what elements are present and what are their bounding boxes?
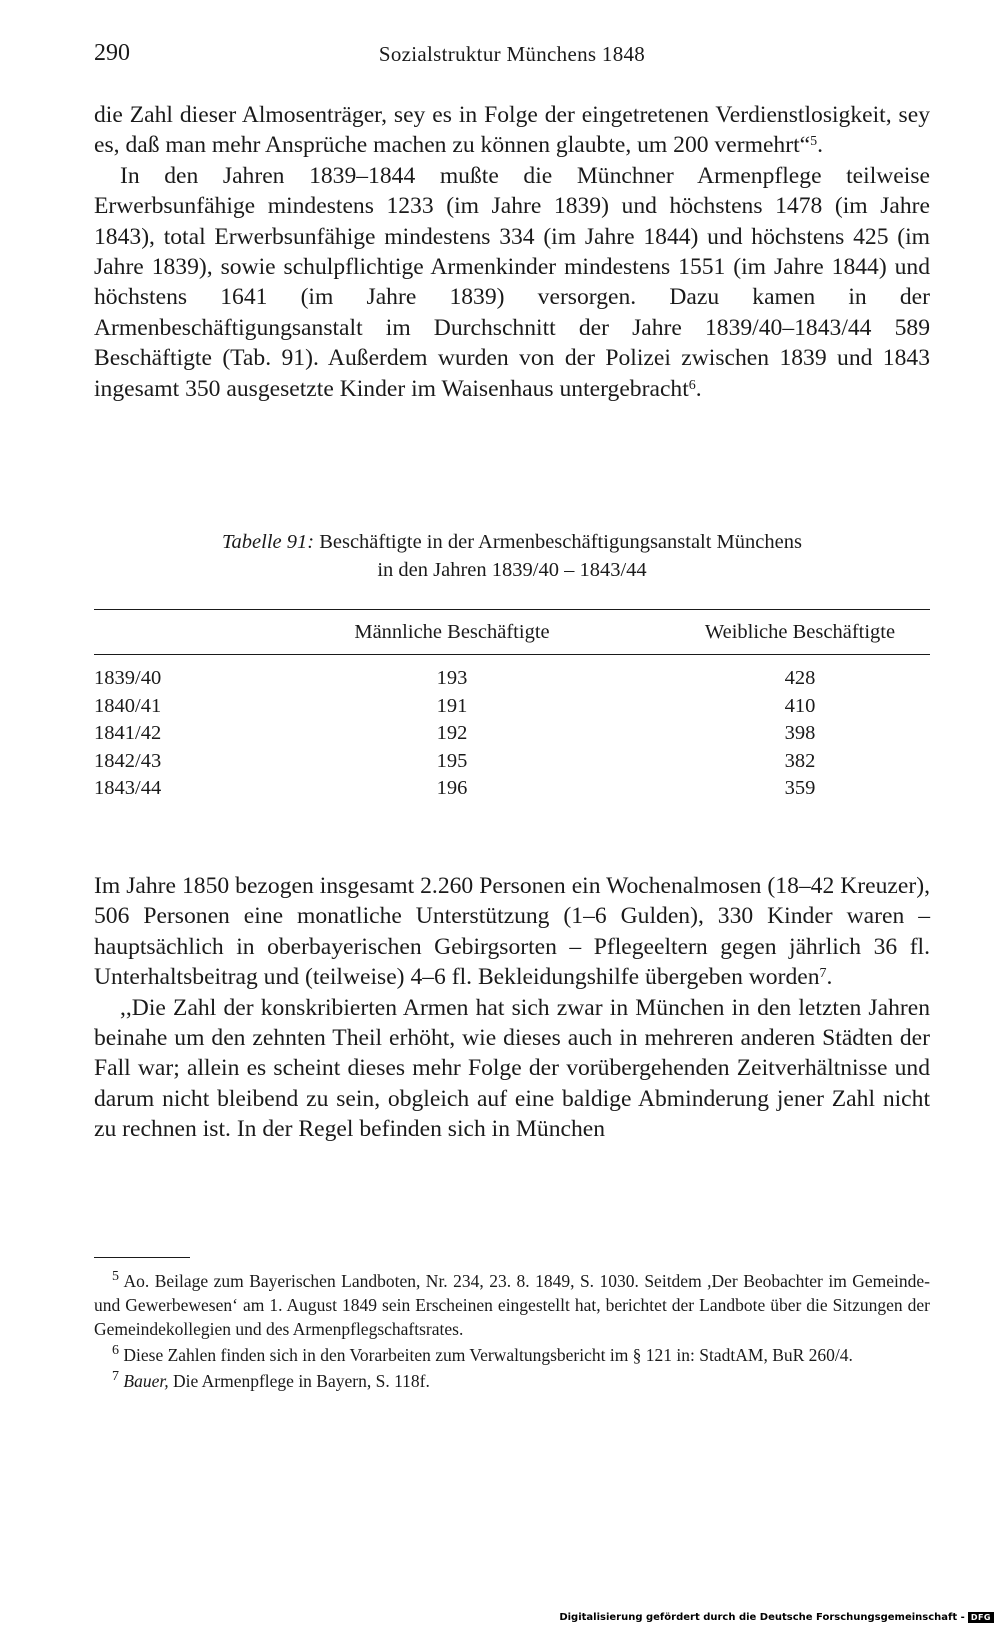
table-cell: 1840/41 — [94, 694, 162, 717]
body-text-upper — [94, 100, 930, 404]
table-row — [94, 748, 930, 776]
page-number: 290 — [94, 40, 130, 66]
table-cell: 359 — [784, 777, 816, 800]
footnote — [94, 1269, 930, 1341]
footnotes — [94, 1269, 930, 1395]
table-row — [94, 775, 930, 803]
table-cell: 196 — [436, 777, 468, 800]
footnote-number: 7 — [112, 1369, 119, 1384]
table-row — [94, 720, 930, 748]
paragraph-text: ,,Die Zahl der konskribierten Armen hat sich zwar in München in den letzten Jahren beinahe um den zehnten Theil erhöht, wie dieses auch in mehreren anderen Städten der Fall war; allein es scheint dieses mehr Folge der vorübergehenden Zeitverhältnisse und darum nicht bleibend zu sein, obgleich auf eine baldige Abminderung jener Zahl nicht zu rechnen ist. In der Regel befinden sich in München — [94, 994, 930, 1143]
body-text-lower — [94, 871, 930, 1145]
paragraph-end: . — [695, 375, 702, 402]
table-cell: 398 — [784, 722, 816, 745]
footnote-author: Bauer, — [123, 1371, 169, 1391]
footnote-divider — [94, 1257, 190, 1258]
paragraph — [94, 161, 930, 404]
digitization-note: Digitalisierung gefördert durch die Deutsche Forschungsgemeinschaft - — [559, 1612, 965, 1623]
paragraph-end: . — [817, 132, 824, 159]
dfg-logo-icon: DFG — [968, 1612, 994, 1623]
footnote-number: 5 — [112, 1269, 119, 1284]
column-header: Weibliche Beschäftigte — [704, 620, 896, 643]
paragraph — [94, 993, 930, 1145]
footnote-text: Diese Zahlen finden sich in den Vorarbeiten zum Verwaltungsbericht im § 121 in: StadtAM, BuR 260/4. — [123, 1345, 853, 1365]
footnote — [94, 1369, 930, 1393]
table-label: Tabelle 91: — [222, 531, 315, 553]
paragraph-text: In den Jahren 1839–1844 mußte die Münchner Armenpflege teilweise Erwerbsunfähige mindestens 1233 (im Jahre 1839) und höchstens 1478 (im Jahre 1843), total Erwerbsunfähige mindestens 334 (im Jahre 1844) und höchstens 425 (im Jahre 1839), sowie schulpflichtige Armenkinder mindestens 1551 (im Jahre 1844) und höchstens 1641 (im Jahre 1839) versorgen. Dazu kamen in der Armenbeschäftigungsanstalt im Durchschnitt der Jahre 1839/40–1843/44 589 Beschäftigte (Tab. 91). Außerdem wurden von der Polizei zwischen 1839 und 1843 ingesamt 350 ausgesetzte Kinder im Waisenhaus untergebracht — [94, 162, 930, 402]
data-table — [94, 609, 930, 803]
table-cell: 410 — [784, 694, 816, 717]
table-cell: 382 — [784, 749, 816, 772]
column-header — [94, 610, 234, 654]
footnote-text: Die Armenpflege in Bayern, S. 118f. — [168, 1371, 430, 1391]
paragraph-text: die Zahl dieser Almosenträger, sey es in Folge der eingetretenen Verdienstlosigkeit, sey es, daß man mehr Ansprüche machen zu können glaubte, um 200 vermehrt“ — [94, 102, 930, 159]
footnote-ref: 7 — [819, 966, 827, 982]
table-title-line-2: in den Jahren 1839/40 – 1843/44 — [377, 559, 647, 581]
footnote-ref: 6 — [688, 377, 696, 393]
table-header-row — [94, 610, 930, 654]
paragraph-text: Im Jahre 1850 bezogen insgesamt 2.260 Personen ein Wochenalmosen (18–42 Kreuzer), 506 Personen eine monatliche Unterstützung (1–6 Gulden), 330 Kinder waren – hauptsächlich in oberbayerischen Gebirgsorten – Pflegeeltern gegen jährlich 36 fl. Unterhaltsbeitrag und (teilweise) 4–6 fl. Bekleidungshilfe übergeben worden — [94, 873, 930, 991]
table-row — [94, 655, 930, 693]
table-cell: 1839/40 — [94, 667, 162, 690]
footnote — [94, 1343, 930, 1367]
footnote-ref: 5 — [810, 134, 818, 150]
running-head: Sozialstruktur Münchens 1848 — [378, 42, 646, 66]
paragraph-end: . — [826, 964, 833, 991]
table-row — [94, 693, 930, 721]
footnote-text: Ao. Beilage zum Bayerischen Landboten, Nr. 234, 23. 8. 1849, S. 1030. Seitdem ,Der Beobachter im Gemeinde- und Gewerbewesen‘ am 1. August 1849 sein Erscheinen eingestellt hat, berichtet der Landbote über die Sitzungen der Gemeindekollegien und des Armenpflegschaftsrates. — [94, 1271, 930, 1339]
table-cell: 1841/42 — [94, 722, 162, 745]
table-cell: 1843/44 — [94, 777, 162, 800]
table-cell: 195 — [436, 749, 468, 772]
table-cell: 191 — [436, 694, 468, 717]
table-caption — [94, 528, 930, 584]
column-header: Männliche Beschäftigte — [354, 620, 550, 643]
table-cell: 192 — [436, 722, 468, 745]
page-header — [94, 40, 930, 74]
table-cell: 193 — [436, 667, 468, 690]
table-cell: 1842/43 — [94, 749, 162, 772]
footnote-number: 6 — [112, 1343, 119, 1358]
paragraph — [94, 871, 930, 993]
table-title-line-1: Beschäftigte in der Armenbeschäftigungsanstalt Münchens — [319, 531, 802, 553]
paragraph — [94, 100, 930, 161]
table-cell: 428 — [784, 667, 816, 690]
digitization-footer — [559, 1612, 994, 1623]
